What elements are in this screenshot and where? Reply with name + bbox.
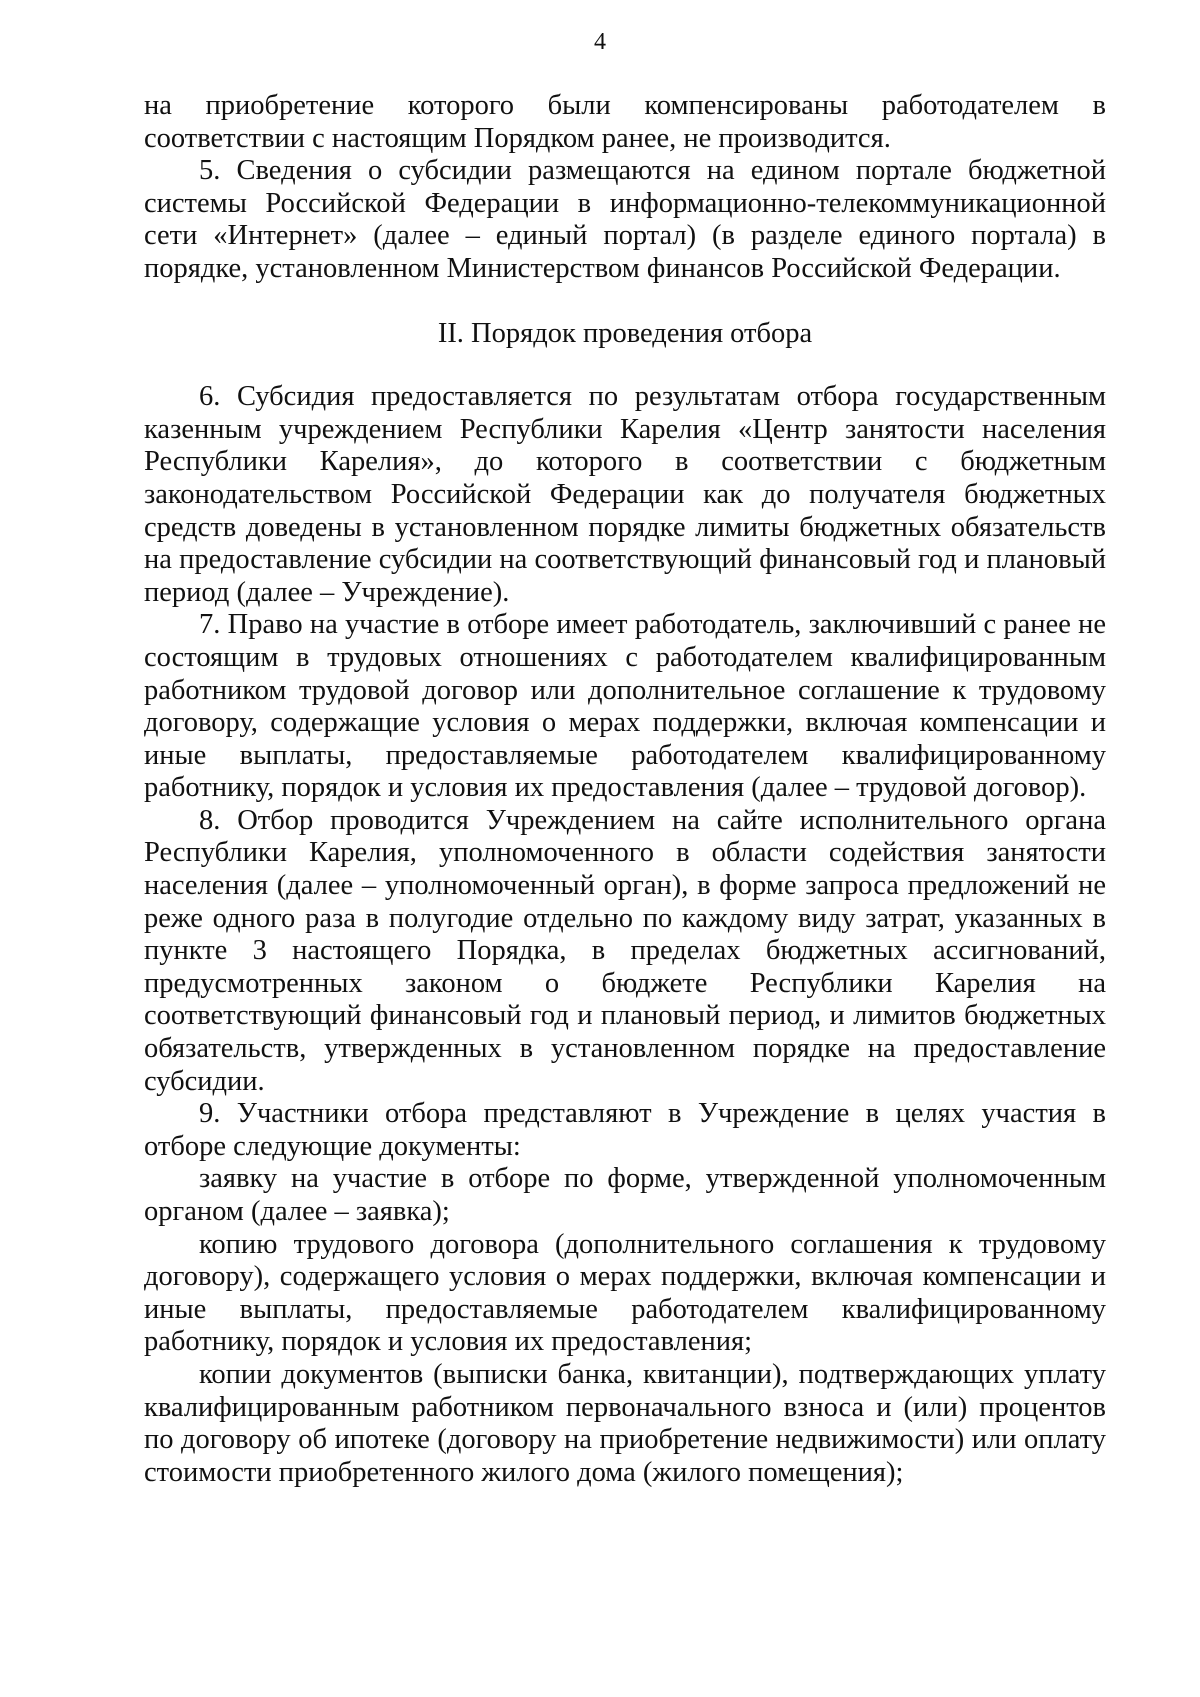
page-number: 4 [594, 29, 606, 55]
paragraph-6: 6. Субсидия предоставляется по результатам отбора государственным казенным учреждением Республики Карелия «Центр занятости населения Республики Карелия», до которого в соответствии с бюджетным законодательством Российской Федерации как до получателя бюджетных средств доведены в установленном порядке лимиты бюджетных обязательств на предоставление субсидии на соответствующий финансовый год и плановый период (далее – Учреждение). [144, 381, 1106, 608]
paragraph-9: 9. Участники отбора представляют в Учреждение в целях участия в отборе следующие документы: [144, 1098, 1106, 1162]
paragraph-continuation: на приобретение которого были компенсированы работодателем в соответствии с настоящим Порядком ранее, не производится. [144, 90, 1106, 154]
document-body [144, 90, 1106, 1489]
paragraph-7: 7. Право на участие в отборе имеет работодатель, заключивший с ранее не состоящим в трудовых отношениях с работодателем квалифицированным работником трудовой договор или дополнительное соглашение к трудовому договору, содержащие условия о мерах поддержки, включая компенсации и иные выплаты, предоставляемые работодателем квалифицированному работнику, порядок и условия их предоставления (далее – трудовой договор). [144, 609, 1106, 804]
list-item-contract-copy: копию трудового договора (дополнительного соглашения к трудовому договору), содержащего условия о мерах поддержки, включая компенсации и иные выплаты, предоставляемые работодателем квалифицированному работнику, порядок и условия их предоставления; [144, 1228, 1106, 1358]
paragraph-8: 8. Отбор проводится Учреждением на сайте исполнительного органа Республики Карелия, уполномоченного в области содействия занятости населения (далее – уполномоченный орган), в форме запроса предложений не реже одного раза в полугодие отдельно по каждому виду затрат, указанных в пункте 3 настоящего Порядка, в пределах бюджетных ассигнований, предусмотренных законом о бюджете Республики Карелия на соответствующий финансовый год и плановый период, и лимитов бюджетных обязательств, утвержденных в установленном порядке на предоставление субсидии. [144, 804, 1106, 1097]
paragraph-5: 5. Сведения о субсидии размещаются на едином портале бюджетной системы Российской Федерации в информационно-телекоммуникационной сети «Интернет» (далее – единый портал) (в разделе единого портала) в порядке, установленном Министерством финансов Российской Федерации. [144, 155, 1106, 284]
section-heading: II. Порядок проведения отбора [437, 317, 813, 349]
list-item-application: заявку на участие в отборе по форме, утвержденной уполномоченным органом (далее – заявка); [144, 1163, 1106, 1227]
list-item-payment-documents: копии документов (выписки банка, квитанции), подтверждающих уплату квалифицированным работником первоначального взноса и (или) процентов по договору об ипотеке (договору на приобретение недвижимости) или оплату стоимости приобретенного жилого дома (жилого помещения); [144, 1358, 1106, 1488]
